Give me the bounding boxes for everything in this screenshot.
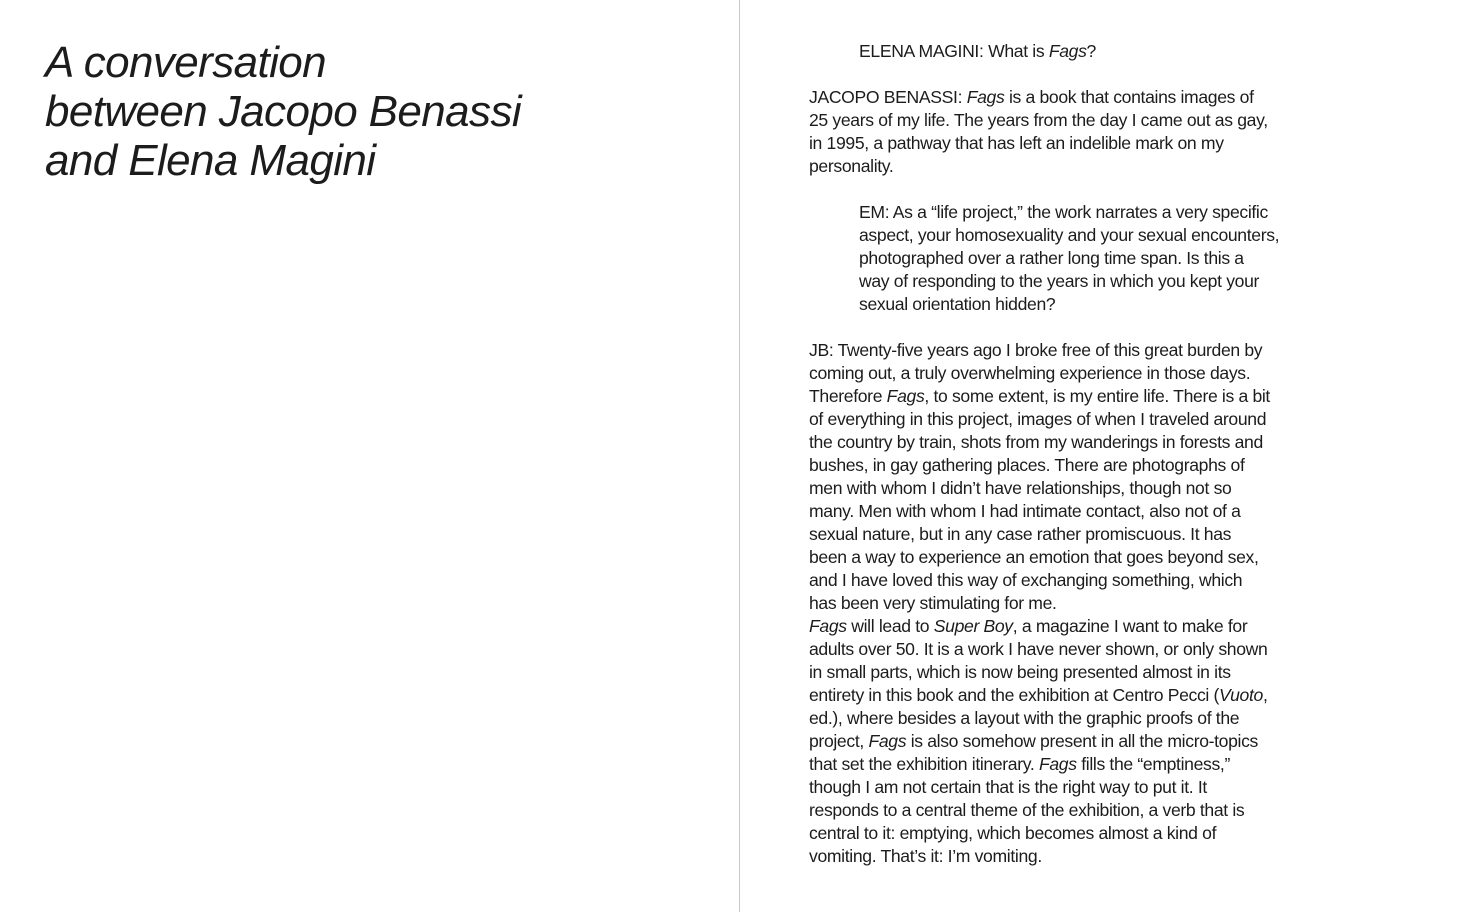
answer-2-line-12: has been very stimulating for me. bbox=[809, 593, 1057, 613]
answer-text: is a book that contains images of bbox=[1004, 87, 1254, 107]
magazine-title-super-boy: Super Boy bbox=[933, 616, 1013, 636]
answer-3-line-6 bbox=[809, 730, 1339, 753]
answer-2-line-8: many. Men with whom I had intimate contact, also not of a bbox=[809, 501, 1241, 521]
answer-2-line-6: bushes, in gay gathering places. There are photographs of bbox=[809, 455, 1245, 475]
question-text: What is bbox=[988, 41, 1049, 61]
question-2-line-3: photographed over a rather long time span. Is this a bbox=[859, 248, 1244, 268]
answer-3-line-7 bbox=[809, 753, 1339, 776]
answer-2-line-7: men with whom I didn’t have relationships, though not so bbox=[809, 478, 1232, 498]
answer-text: , to some extent, is my entire life. There is a bit bbox=[924, 386, 1270, 406]
answer-2-line-3 bbox=[809, 385, 1339, 408]
answer-3-line-1 bbox=[809, 615, 1339, 638]
answer-text: , a magazine I want to make for bbox=[1012, 616, 1248, 636]
page-title bbox=[45, 38, 521, 185]
answer-2-line-11: and I have loved this way of exchanging something, which bbox=[809, 570, 1243, 590]
interview-text bbox=[809, 40, 1339, 868]
question-2-line-4: way of responding to the years in which you kept your bbox=[859, 271, 1260, 291]
question-1-line bbox=[859, 40, 1339, 63]
answer-1-line-4: personality. bbox=[809, 156, 894, 176]
answer-2-line-9: sexual nature, but in any case rather promiscuous. It has bbox=[809, 524, 1232, 544]
answer-1-line-1 bbox=[809, 86, 1339, 109]
answer-3-line-11: vomiting. That’s it: I’m vomiting. bbox=[809, 846, 1042, 866]
answer-3-line-9: responds to a central theme of the exhibition, a verb that is bbox=[809, 800, 1245, 820]
question-2-line-5: sexual orientation hidden? bbox=[859, 294, 1056, 314]
answer-2 bbox=[809, 339, 1339, 615]
answer-2-line-5: the country by train, shots from my wanderings in forests and bbox=[809, 432, 1263, 452]
answer-1-line-2: 25 years of my life. The years from the day I came out as gay, bbox=[809, 110, 1268, 130]
answer-2-line-2: coming out, a truly overwhelming experience in those days. bbox=[809, 363, 1251, 383]
speaker-label: ELENA MAGINI: bbox=[859, 41, 984, 61]
answer-text: is also somehow present in all the micro-topics bbox=[906, 731, 1259, 751]
question-1 bbox=[859, 40, 1339, 63]
answer-1 bbox=[809, 86, 1339, 178]
answer-text: fills the “emptiness,” bbox=[1076, 754, 1230, 774]
answer-3-line-5: ed.), where besides a layout with the graphic proofs of the bbox=[809, 708, 1240, 728]
book-title-fags: Fags bbox=[1048, 41, 1087, 61]
exhibition-title-vuoto: Vuoto bbox=[1219, 685, 1263, 705]
title-line-2: between Jacopo Benassi bbox=[45, 87, 522, 136]
book-title-fags: Fags bbox=[886, 386, 925, 406]
answer-3-line-4 bbox=[809, 684, 1339, 707]
title-line-3: and Elena Magini bbox=[45, 136, 376, 185]
question-2 bbox=[859, 201, 1339, 316]
answer-text: that set the exhibition itinerary. bbox=[809, 754, 1039, 774]
answer-3-line-8: though I am not certain that is the right way to put it. It bbox=[809, 777, 1207, 797]
book-title-fags: Fags bbox=[1038, 754, 1077, 774]
answer-text: entirety in this book and the exhibition at Centro Pecci ( bbox=[809, 685, 1220, 705]
question-2-line-2: aspect, your homosexuality and your sexual encounters, bbox=[859, 225, 1280, 245]
answer-text: Therefore bbox=[809, 386, 887, 406]
answer-2-line-4: of everything in this project, images of when I traveled around bbox=[809, 409, 1267, 429]
answer-2-line-1: JB: Twenty-five years ago I broke free of this great burden by bbox=[809, 340, 1263, 360]
book-title-fags: Fags bbox=[868, 731, 907, 751]
speaker-label: JACOPO BENASSI: bbox=[809, 87, 963, 107]
answer-text: project, bbox=[809, 731, 869, 751]
question-punctuation: ? bbox=[1086, 41, 1096, 61]
right-page bbox=[740, 0, 1478, 912]
answer-3-line-10: central to it: emptying, which becomes almost a kind of bbox=[809, 823, 1217, 843]
book-title-fags: Fags bbox=[809, 616, 847, 636]
answer-3-line-2: adults over 50. It is a work I have never shown, or only shown bbox=[809, 639, 1268, 659]
answer-3-line-3: in small parts, which is now being presented almost in its bbox=[809, 662, 1231, 682]
question-2-line-1: EM: As a “life project,” the work narrates a very specific bbox=[859, 202, 1268, 222]
book-title-fags: Fags bbox=[966, 87, 1005, 107]
answer-1-line-3: in 1995, a pathway that has left an indelible mark on my bbox=[809, 133, 1224, 153]
title-line-1: A conversation bbox=[45, 38, 327, 87]
answer-text: will lead to bbox=[846, 616, 934, 636]
answer-2-line-10: been a way to experience an emotion that goes beyond sex, bbox=[809, 547, 1259, 567]
answer-3 bbox=[809, 615, 1339, 868]
answer-text: , bbox=[1262, 685, 1268, 705]
